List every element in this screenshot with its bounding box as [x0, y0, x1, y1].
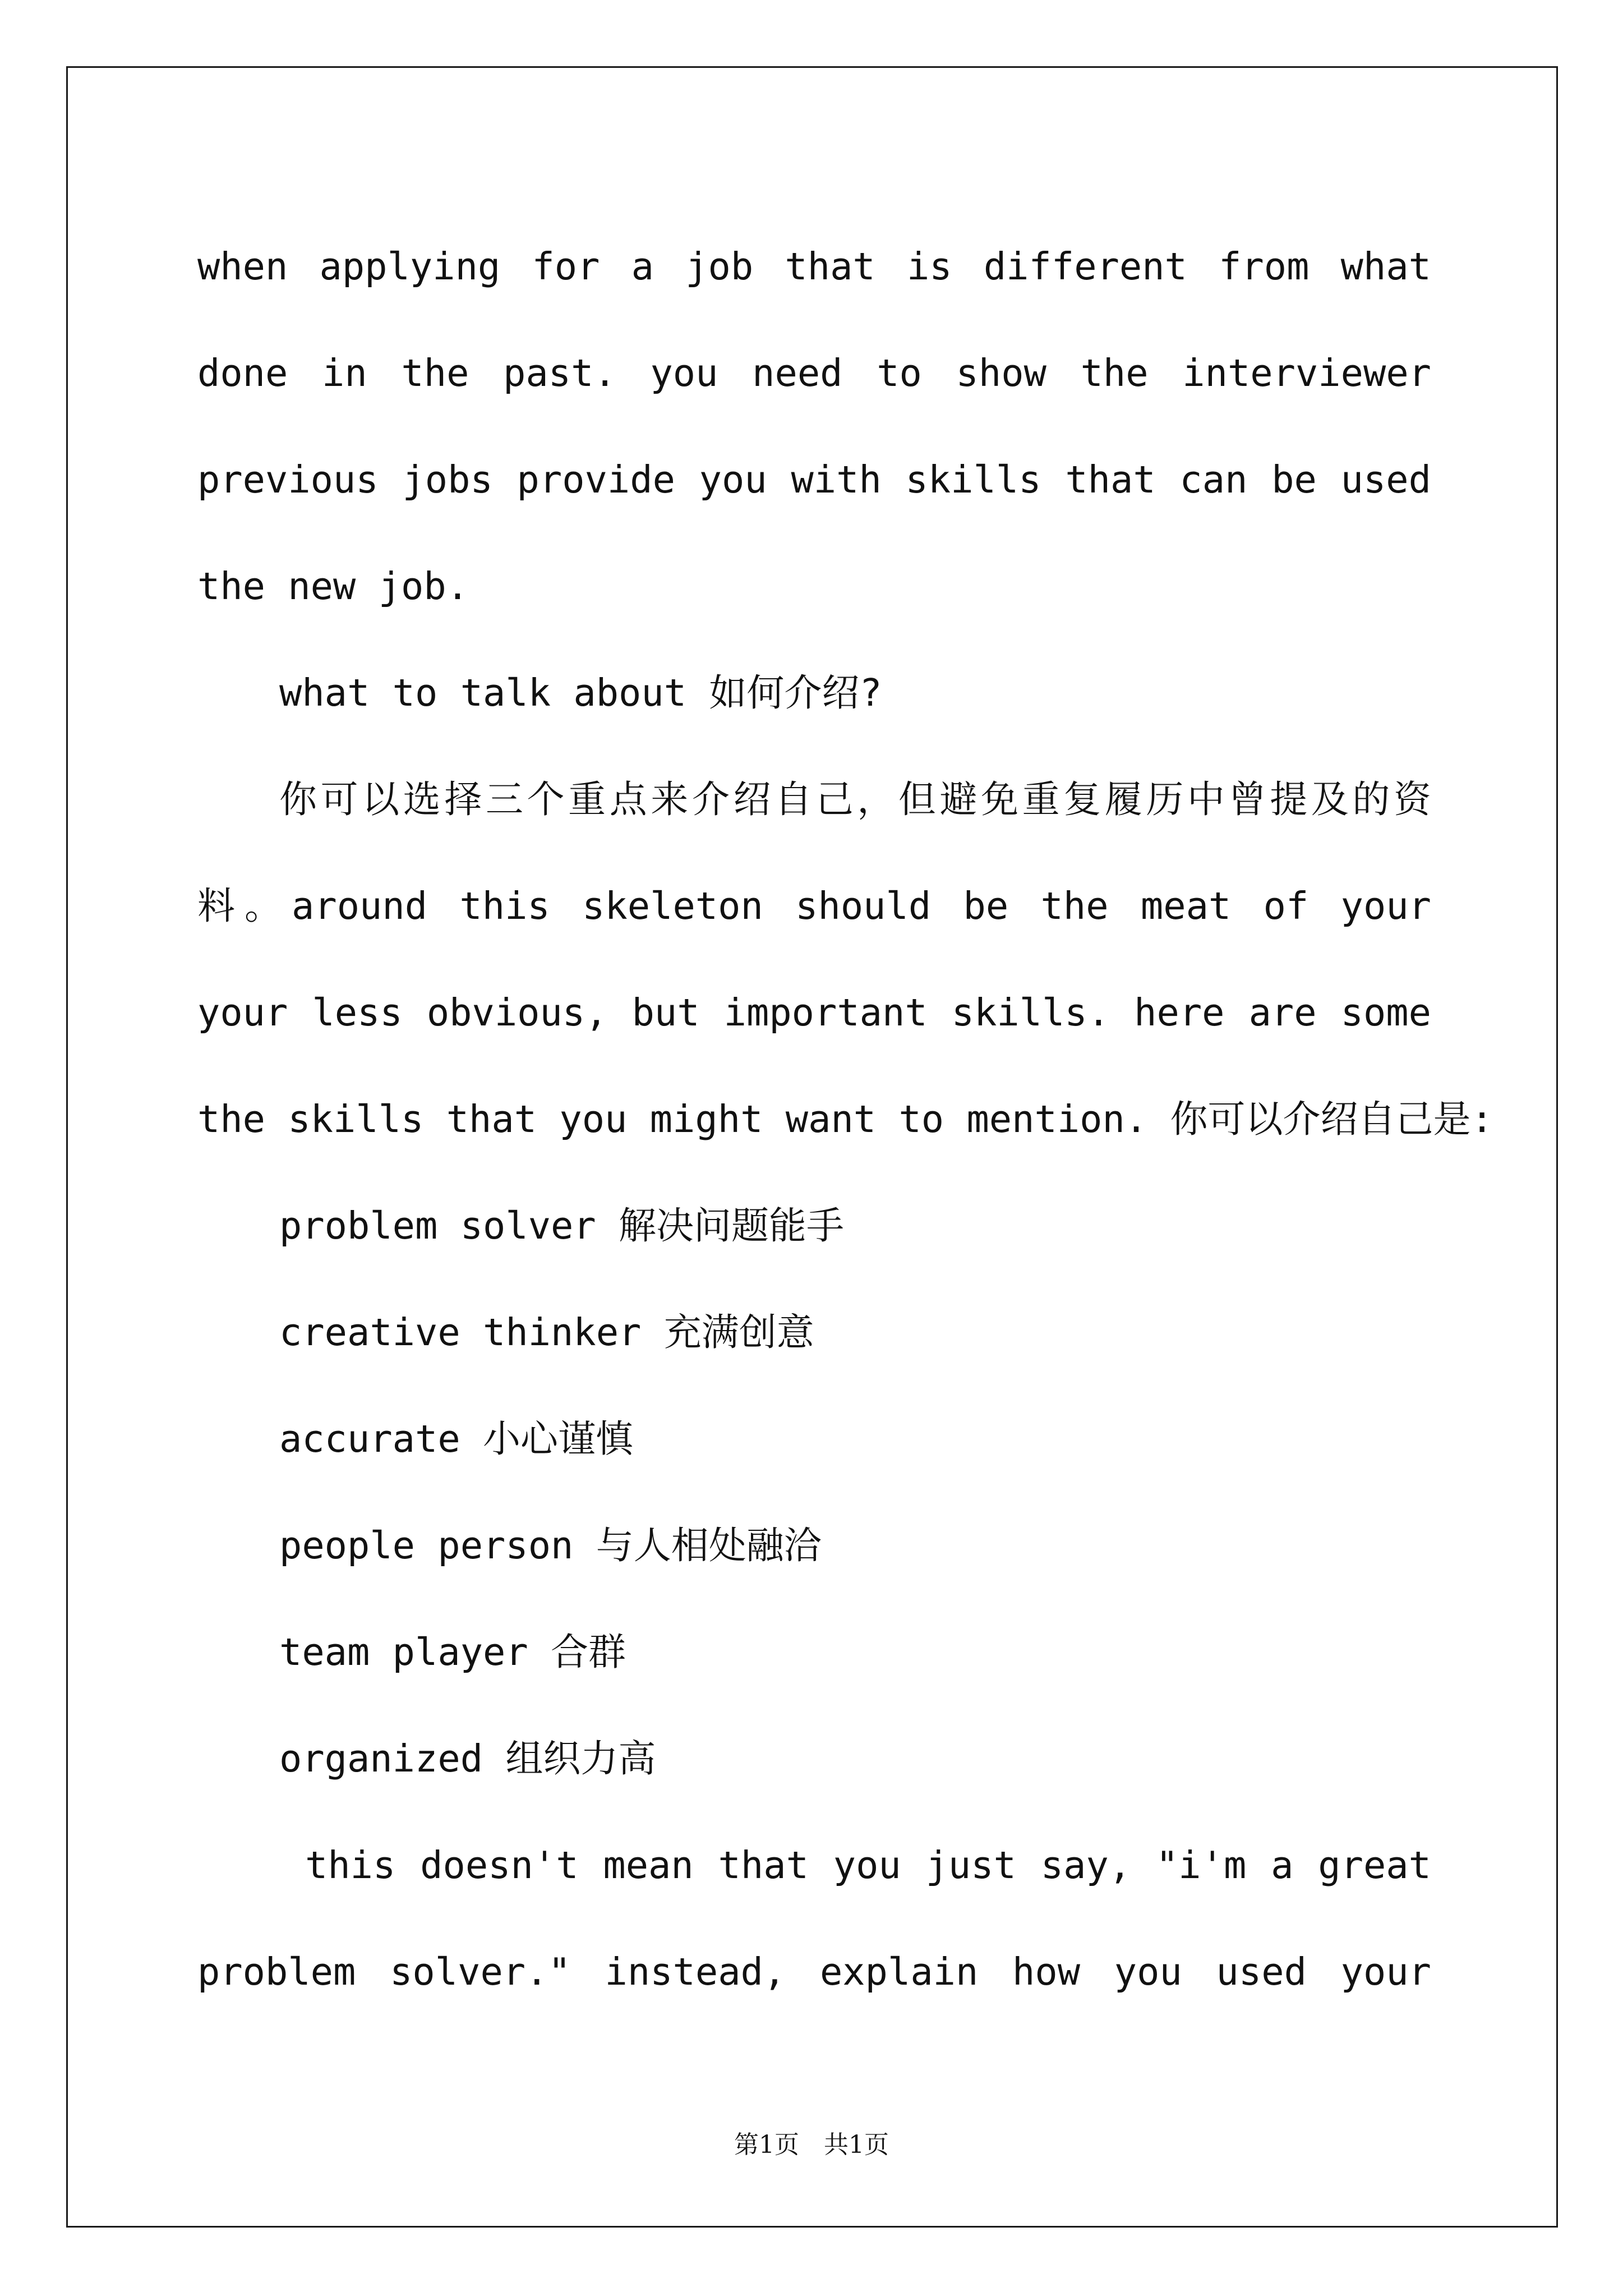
skill-item: creative thinker 充满创意 [279, 1310, 814, 1354]
text-line: 你可以选择三个重点来介绍自己，但避免重复履历中曾提及的资 [279, 777, 1431, 821]
skill-item: people person 与人相处融洽 [279, 1524, 822, 1567]
text-line: the skills that you might want to mention. 你可以介绍自己是: [197, 1097, 1493, 1141]
text-line: previous jobs provide you with skills that can be used [197, 458, 1431, 501]
text-line: problem solver." instead, explain how you used your [197, 1950, 1431, 1994]
skill-item: team player 合群 [279, 1630, 626, 1674]
skill-item: accurate 小心谨慎 [279, 1417, 634, 1461]
skill-item: problem solver 解决问题能手 [279, 1204, 845, 1248]
document-body [197, 213, 1493, 2025]
text-line: when applying for a job that is different from what [197, 245, 1431, 288]
skill-item: organized 组织力高 [279, 1737, 656, 1780]
text-line: this doesn't mean that you just say, "i'm a great [305, 1843, 1431, 1887]
text-line: done in the past. you need to show the interviewer [197, 351, 1431, 395]
text-line: your less obvious, but important skills. here are some [197, 991, 1431, 1034]
text-line: the new job. [197, 564, 469, 608]
section-heading: what to talk about 如何介绍? [279, 671, 882, 715]
text-line: 料。around this skeleton should be the meat of your [197, 884, 1431, 928]
page-number-footer: 第1页 共1页 [734, 2131, 889, 2159]
